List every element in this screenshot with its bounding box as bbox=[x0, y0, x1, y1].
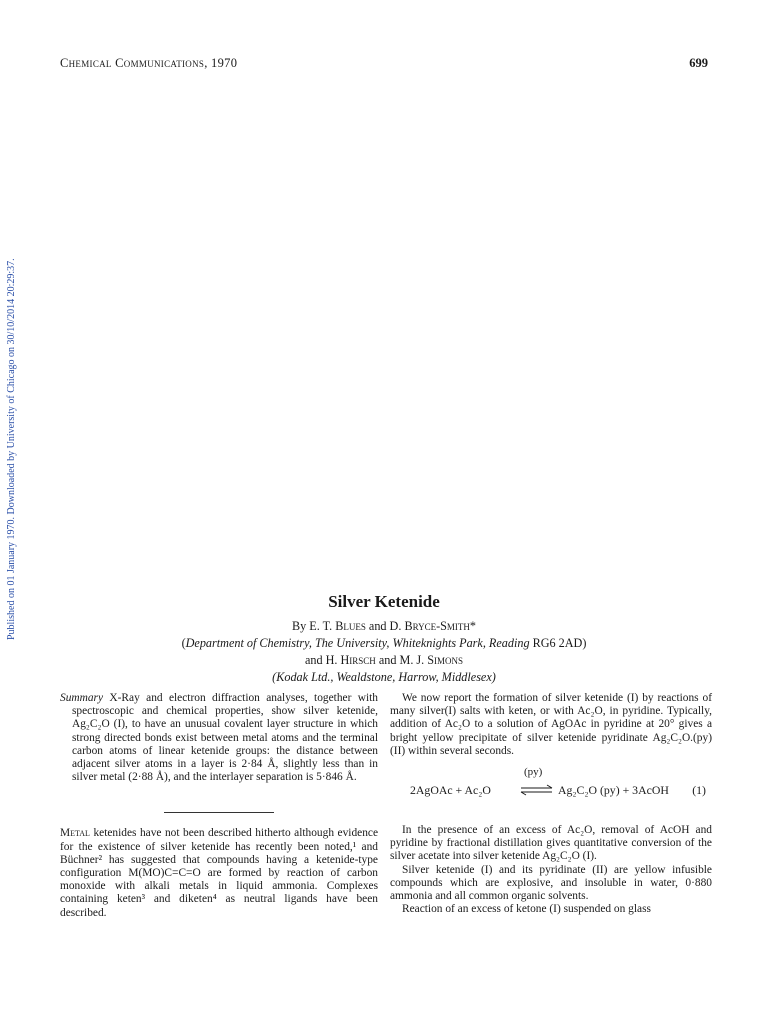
section-divider bbox=[164, 812, 274, 813]
body-paragraph: In the presence of an excess of Ac₂O, removal of AcOH and pyridine by fractional distillation gives quantitative conversion of the silver acetate into silver ketenide Ag₂C₂O (I). bbox=[390, 824, 712, 863]
author-mark: * bbox=[469, 619, 477, 633]
body-paragraph: Silver ketenide (I) and its pyridinate (II) are yellow infusible compounds which are explosive, and insoluble in water, 0·880 ammonia and all common organic solvents. bbox=[390, 863, 712, 903]
journal-title: Chemical Communications, 1970 bbox=[60, 56, 238, 70]
chemical-equation bbox=[390, 766, 712, 810]
body-text: ketenides have not been described hitherto although evidence for the existence of silver ketenide has recently been noted,¹ and Büchner² has suggested that compounds having a ketenide-type configuration M(MO)C=C=O are formed by reaction of carbon monoxide with alkali metals in liquid ammonia. Complexes containing keten³ and diketen⁴ as neutral ligands have been described. bbox=[60, 827, 378, 919]
affiliation-tail: RG6 2AD) bbox=[529, 636, 587, 650]
summary-text: X-Ray and electron diffraction analyses, together with spectroscopic and chemical properties, show silver ketenide, Ag₂C₂O (I), to have an unusual covalent layer structure in which strong directed bonds exist between metal atoms and the terminal carbon atoms of linear ketenide groups: the distance between adjacent silver atoms in a layer is 2·84 Å, slightly less than in silver metal (2·88 Å), and the interlayer separation is 5·846 Å. bbox=[72, 692, 378, 784]
affiliation-1 bbox=[60, 635, 708, 652]
author-name: Bryce-Smith bbox=[404, 619, 470, 633]
author-name: Hirsch bbox=[340, 653, 376, 667]
article-title: Silver Ketenide bbox=[328, 592, 440, 611]
download-notice[interactable]: Published on 01 January 1970. Downloaded by University of Chicago on 30/10/2014 20:29:37. bbox=[6, 258, 17, 640]
author-text: and H. bbox=[304, 653, 341, 667]
summary-label: Summary bbox=[60, 692, 104, 704]
author-text: and M. J. bbox=[375, 653, 428, 667]
running-header bbox=[60, 56, 708, 74]
equation-rhs: Ag₂C₂O (py) + 3AcOH bbox=[558, 783, 669, 798]
author-name: Blues bbox=[335, 619, 366, 633]
article-heading bbox=[60, 592, 708, 686]
equation-condition: (py) bbox=[524, 766, 543, 779]
affiliation-open: ( bbox=[181, 636, 186, 650]
body-paragraph: We now report the formation of silver ketenide (I) by reactions of many silver(I) salts with keten, or with Ac₂O, in pyridine. Typically, addition of Ac₂O to a solution of AgOAc in pyridine at 20° gives a bright yellow precipitate of silver ketenide pyridinate Ag₂C₂O.(py) (II) within several seconds. bbox=[390, 692, 712, 757]
body-paragraph: Reaction of an excess of ketone (I) suspended on glass bbox=[402, 903, 651, 916]
summary-paragraph bbox=[60, 692, 378, 784]
author-name: Simons bbox=[427, 653, 464, 667]
authors-line-2 bbox=[60, 652, 708, 669]
equilibrium-arrow-icon bbox=[520, 778, 554, 802]
affiliation-text: Department of Chemistry, The University, Whiteknights Park, Reading bbox=[185, 636, 530, 650]
right-column bbox=[390, 692, 712, 916]
lead-word: Metal bbox=[60, 827, 90, 840]
affiliation-2: (Kodak Ltd., Wealdstone, Harrow, Middlesex) bbox=[272, 670, 496, 684]
author-text: By E. T. bbox=[291, 619, 336, 633]
body-paragraph bbox=[60, 827, 378, 919]
equation-lhs: 2AgOAc + Ac₂O bbox=[410, 783, 491, 798]
left-column bbox=[60, 692, 378, 920]
authors-line-1 bbox=[60, 618, 708, 635]
equation-number: (1) bbox=[692, 783, 706, 798]
page-number: 699 bbox=[689, 56, 708, 70]
author-text: and D. bbox=[365, 619, 405, 633]
